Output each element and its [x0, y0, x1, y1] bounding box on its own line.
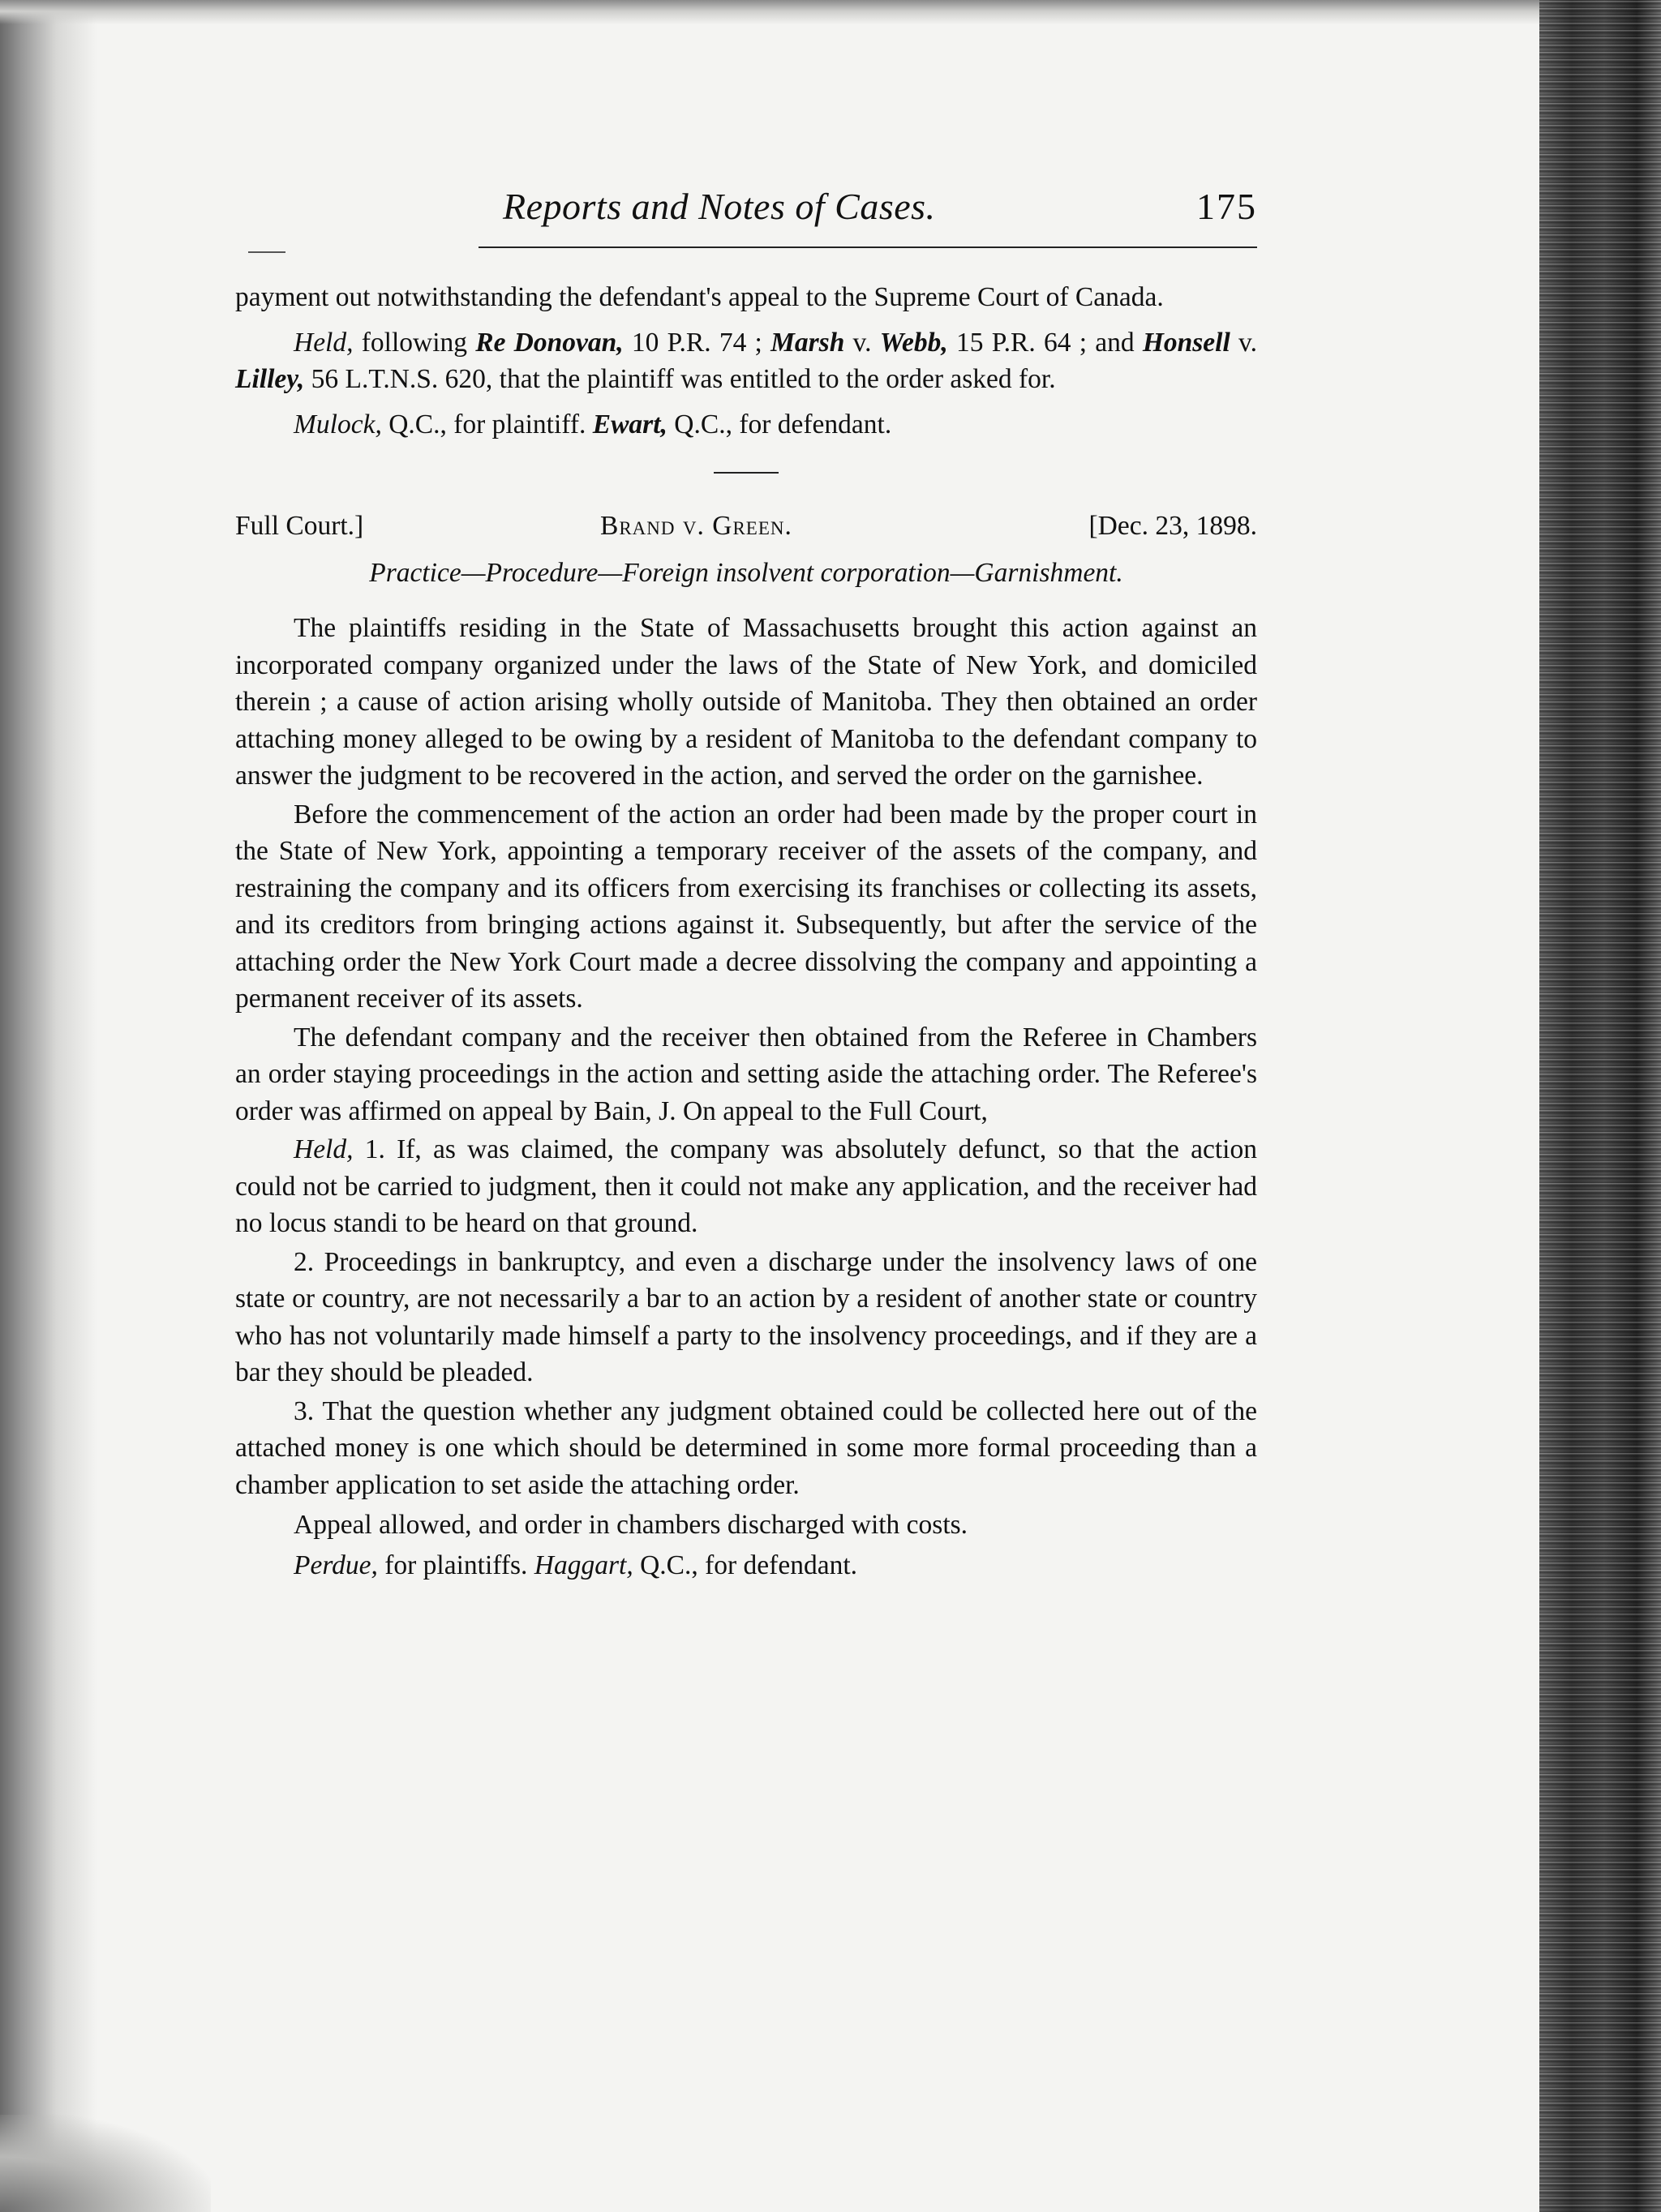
header-rule-stub	[248, 251, 285, 253]
case-title: Brand v. Green.	[600, 511, 792, 541]
counsel-name: Ewart,	[592, 409, 667, 439]
counsel-text: Q.C., for defendant.	[667, 409, 892, 439]
right-edge-shadow	[1539, 0, 1661, 2212]
case1-counsel	[235, 406, 1257, 444]
bottom-corner-shadow	[0, 2115, 211, 2212]
case2-held-1	[235, 1131, 1257, 1242]
case2-result: Appeal allowed, and order in chambers discharged with costs.	[294, 1510, 968, 1540]
counsel-name: Mulock,	[294, 409, 382, 439]
header-rule	[479, 246, 1257, 248]
case2-held-2: 2. Proceedings in bankruptcy, and even a discharge under the insolvency laws of one state or country, are not necessarily a bar to an action by a resident of another state or country who has not voluntarily made himself a party to the insolvency proceedings, and if they are a bar they should be pleaded.	[235, 1246, 1257, 1387]
case-subject: Practice—Procedure—Foreign insolvent corporation—Garnishment.	[369, 558, 1123, 588]
counsel-text: Q.C., for defendant.	[633, 1550, 857, 1580]
left-binding-shadow	[0, 0, 97, 2212]
counsel-name: Haggart,	[534, 1550, 633, 1580]
counsel-name: Perdue,	[294, 1550, 378, 1580]
held-text: v.	[1230, 327, 1257, 358]
case-date: [Dec. 23, 1898.	[1088, 511, 1257, 541]
page-content	[235, 178, 1257, 1584]
held-text: 1. If, as was claimed, the company was absolutely defunct, so that the action could not be carried to judgment, then it could not make any application, and the receiver had no locus standi to be heard on that ground.	[235, 1134, 1257, 1238]
held-text: following	[353, 327, 476, 358]
counsel-text: for plaintiffs.	[377, 1550, 534, 1580]
held-label: Held,	[294, 327, 354, 358]
case-citation: Honsell	[1142, 327, 1230, 358]
case-citation: Lilley,	[235, 364, 305, 394]
case2-paragraph-3: The defendant company and the receiver then obtained from the Referee in Chambers an order staying proceedings in the action and setting aside the attaching order. The Referee's order was affirmed on appeal by Bain, J. On appeal to the Full Court,	[235, 1022, 1257, 1126]
held-text: 15 P.R. 64 ; and	[947, 327, 1143, 358]
case2-held-3: 3. That the question whether any judgment obtained could be collected here out of the attached money is one which should be determined in some more formal proceeding than a chamber application to set aside the attaching order.	[235, 1395, 1257, 1500]
case1-paragraph: payment out notwithstanding the defendant's appeal to the Supreme Court of Canada.	[235, 282, 1164, 312]
case-separator	[714, 472, 779, 474]
held-text: 56 L.T.N.S. 620, that the plaintiff was entitled to the order asked for.	[304, 364, 1056, 394]
case2-paragraph-1: The plaintiffs residing in the State of Massachusetts brought this action against an incorporated company organized under the laws of the State of New York, and domiciled therein ; a cause of action arising wholly outside of Manitoba. They then obtained an order attaching money alleged to be owing by a resident of Manitoba to the defendant company to answer the judgment to be recovered in the action, and served the order on the garnishee.	[235, 613, 1257, 791]
court-label: Full Court.]	[235, 511, 364, 541]
case2-heading	[235, 511, 1257, 551]
held-text: v.	[844, 327, 880, 358]
case2-paragraph-2: Before the commencement of the action an order had been made by the proper court in the State of New York, appointing a temporary receiver of the assets of the company, and restraining the company and its officers from exercising its franchises or collecting its assets, and its creditors from bringing actions against it. Subsequently, but after the service of the attaching order the New York Court made a decree dissolving the company and appointing a permanent receiver of its assets.	[235, 799, 1257, 1014]
case2-counsel	[235, 1547, 1257, 1584]
case-citation: Webb,	[879, 327, 948, 358]
running-head	[235, 178, 1257, 243]
counsel-text: Q.C., for plaintiff.	[381, 409, 593, 439]
case1-held	[235, 324, 1257, 398]
running-title: Reports and Notes of Cases.	[503, 186, 936, 227]
case-citation: Marsh	[770, 327, 845, 358]
held-label: Held,	[294, 1134, 354, 1164]
held-text: 10 P.R. 74 ;	[623, 327, 771, 358]
page-number: 175	[1196, 186, 1257, 227]
case-citation: Re Donovan,	[475, 327, 624, 358]
top-edge-shadow	[0, 0, 1661, 24]
